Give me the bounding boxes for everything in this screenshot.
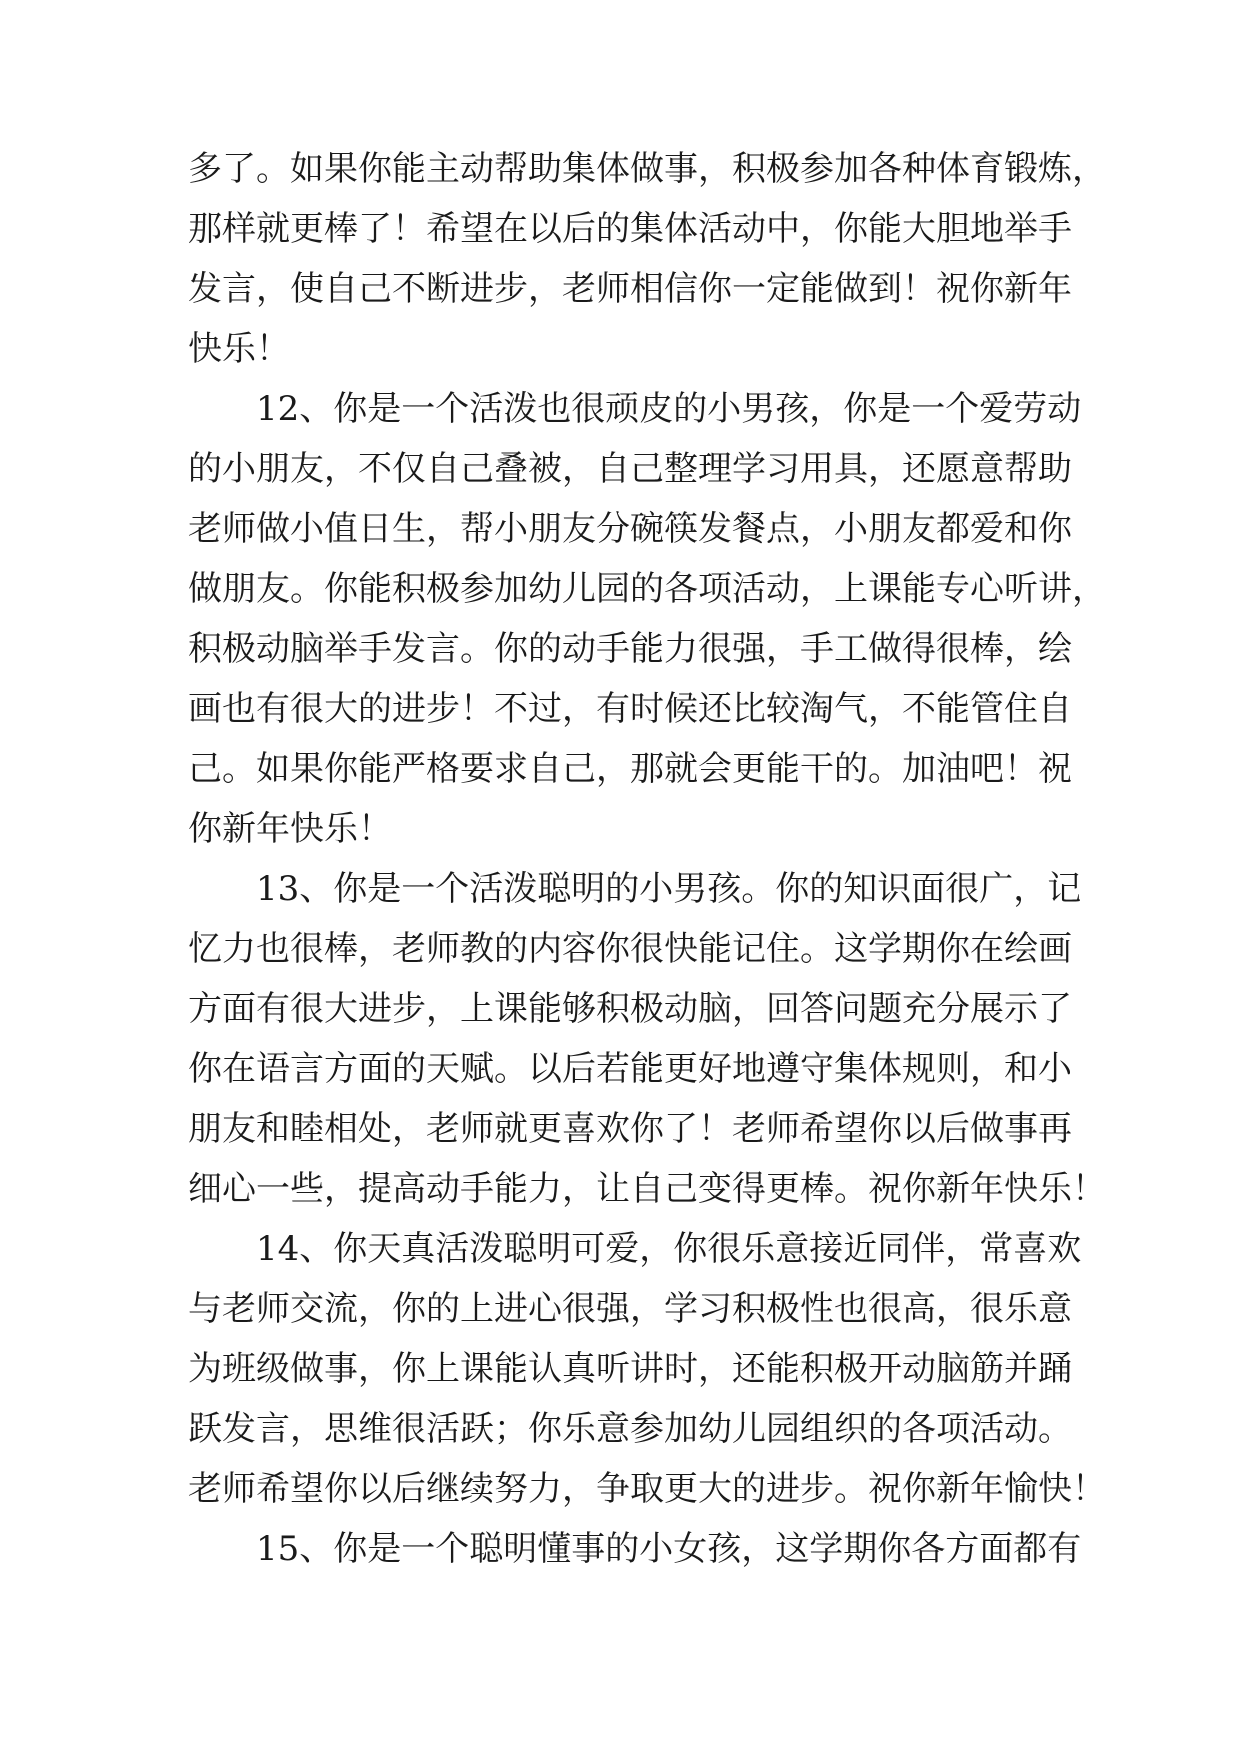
text-line: 快乐！ <box>188 329 290 369</box>
text-line: 细心一些，提高动手能力，让自己变得更棒。祝你新年快乐！ <box>188 1169 1106 1209</box>
paragraph-12-first-line: 12、你是一个活泼也很顽皮的小男孩，你是一个爱劳动 <box>256 389 1082 429</box>
text-line: 跃发言，思维很活跃；你乐意参加幼儿园组织的各项活动。 <box>188 1409 1072 1449</box>
text-line: 方面有很大进步，上课能够积极动脑，回答问题充分展示了 <box>188 989 1072 1029</box>
paragraph-13-first-line: 13、你是一个活泼聪明的小男孩。你的知识面很广，记 <box>256 869 1082 909</box>
paragraph-14-first-line: 14、你天真活泼聪明可爱，你很乐意接近同伴，常喜欢 <box>256 1229 1082 1269</box>
text-line: 你在语言方面的天赋。以后若能更好地遵守集体规则，和小 <box>188 1049 1072 1089</box>
text-line: 发言，使自己不断进步，老师相信你一定能做到！祝你新年 <box>188 269 1072 309</box>
text-line: 朋友和睦相处，老师就更喜欢你了！老师希望你以后做事再 <box>188 1109 1072 1149</box>
text-line: 己。如果你能严格要求自己，那就会更能干的。加油吧！祝 <box>188 749 1072 789</box>
text-line: 为班级做事，你上课能认真听讲时，还能积极开动脑筋并踊 <box>188 1349 1072 1389</box>
text-line: 多了。如果你能主动帮助集体做事，积极参加各种体育锻炼， <box>188 149 1106 189</box>
text-line: 画也有很大的进步！不过，有时候还比较淘气，不能管住自 <box>188 689 1072 729</box>
text-line: 老师希望你以后继续努力，争取更大的进步。祝你新年愉快！ <box>188 1469 1106 1509</box>
paragraph-15-first-line: 15、你是一个聪明懂事的小女孩，这学期你各方面都有 <box>256 1529 1082 1569</box>
text-line: 忆力也很棒，老师教的内容你很快能记住。这学期你在绘画 <box>188 929 1072 969</box>
text-line: 与老师交流，你的上进心很强，学习积极性也很高，很乐意 <box>188 1289 1072 1329</box>
text-line: 老师做小值日生，帮小朋友分碗筷发餐点，小朋友都爱和你 <box>188 509 1072 549</box>
text-line: 那样就更棒了！希望在以后的集体活动中，你能大胆地举手 <box>188 209 1072 249</box>
text-line: 做朋友。你能积极参加幼儿园的各项活动，上课能专心听讲， <box>188 569 1106 609</box>
text-line: 你新年快乐！ <box>188 809 392 849</box>
text-line: 的小朋友，不仅自己叠被，自己整理学习用具，还愿意帮助 <box>188 449 1072 489</box>
text-line: 积极动脑举手发言。你的动手能力很强，手工做得很棒，绘 <box>188 629 1072 669</box>
